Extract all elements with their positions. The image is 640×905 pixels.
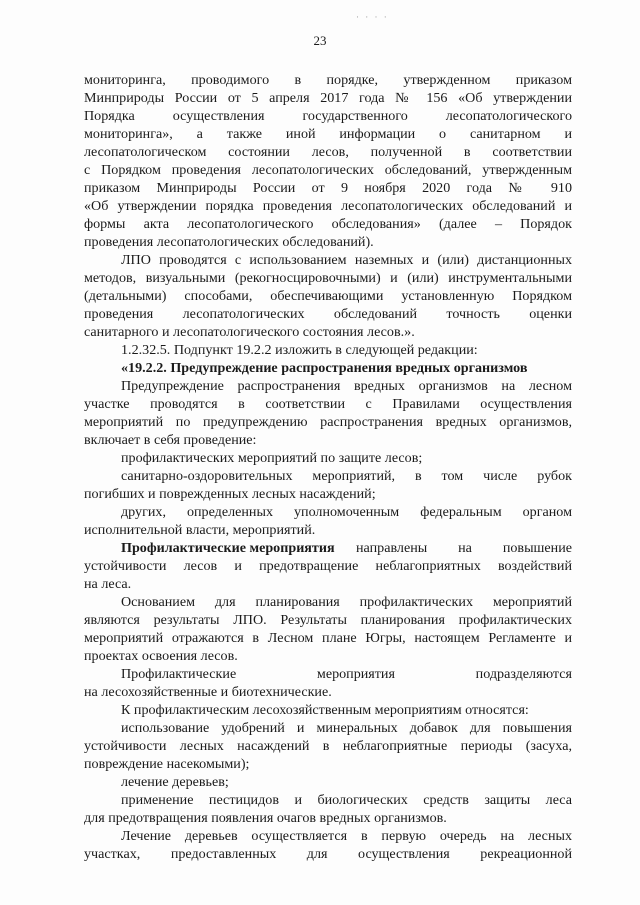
text-line: Предупреждение распространения вредных организмов на лесном bbox=[121, 378, 572, 394]
text-line: мероприятий отражаются в Лесном плане Югры, настоящем Регламенте и bbox=[84, 630, 572, 646]
text-line: методов, визуальными (рекогносцировочными) и (или) инструментальными bbox=[84, 270, 572, 286]
text-line: Профилактические мероприятия подразделяются bbox=[121, 666, 572, 682]
text-line: исполнительной власти, мероприятий. bbox=[84, 522, 316, 538]
text-line: повреждение насекомыми); bbox=[84, 756, 250, 772]
text-line: приказом Минприроды России от 9 ноября 2020 года № 910 bbox=[84, 180, 572, 196]
text-line: направлены на повышение bbox=[356, 540, 572, 556]
text-line: формы акта лесопатологического обследования» (далее – Порядок bbox=[84, 216, 572, 232]
page-number: 23 bbox=[313, 33, 327, 48]
text-line: Минприроды России от 5 апреля 2017 года № 156 «Об утверждении bbox=[84, 90, 572, 106]
text-line: мероприятий по предупреждению распространения вредных организмов, bbox=[84, 414, 572, 430]
text-line: санитарного и лесопатологического состояния лесов.». bbox=[84, 324, 415, 340]
text-line: лесопатологическом состоянии лесов, полученной в соответствии bbox=[84, 144, 572, 160]
text-line: проведения лесопатологических обследований). bbox=[84, 234, 374, 250]
scan-marks: · · · · bbox=[356, 12, 389, 22]
text-line: на лесохозяйственные и биотехнические. bbox=[84, 684, 332, 700]
text-line: включает в себя проведение: bbox=[84, 432, 257, 448]
text-line: на леса. bbox=[84, 576, 132, 592]
text-line: устойчивости лесов и предотвращение неблагоприятных воздействий bbox=[84, 558, 572, 574]
text-line: Лечение деревьев осуществляется в первую очередь на лесных bbox=[121, 828, 572, 844]
text-line: проектах освоения лесов. bbox=[84, 648, 238, 664]
text-line: мониторинга», а также иной информации о санитарном и bbox=[84, 126, 572, 142]
text-line: профилактических мероприятий по защите лесов; bbox=[121, 450, 423, 466]
text-line: Основанием для планирования профилактических мероприятий bbox=[121, 594, 572, 610]
text-line: «Об утверждении порядка проведения лесопатологических обследований и bbox=[84, 198, 572, 214]
text-line: санитарно-оздоровительных мероприятий, в том числе рубок bbox=[121, 468, 572, 484]
section-heading: «19.2.2. Предупреждение распространения вредных организмов bbox=[121, 360, 528, 376]
text-line: являются результаты ЛПО. Результаты планирования профилактических bbox=[84, 612, 572, 628]
text-line: для предотвращения появления очагов вредных организмов. bbox=[84, 810, 447, 826]
text-line: лечение деревьев; bbox=[121, 774, 229, 790]
text-line: мониторинга, проводимого в порядке, утвержденном приказом bbox=[84, 72, 572, 88]
text-line: участках, предоставленных для осуществления рекреационной bbox=[84, 846, 572, 862]
text-line: погибших и поврежденных лесных насаждений; bbox=[84, 486, 376, 502]
text-line: других, определенных уполномоченным федеральным органом bbox=[121, 504, 572, 520]
text-line: ЛПО проводятся с использованием наземных и (или) дистанционных bbox=[121, 252, 572, 268]
bold-lead-text: Профилактические мероприятия bbox=[121, 540, 335, 556]
text-line: применение пестицидов и биологических средств защиты леса bbox=[121, 792, 572, 808]
text-line: устойчивости лесных насаждений в неблагоприятные периоды (засуха, bbox=[84, 738, 572, 754]
text-line: с Порядком проведения лесопатологических обследований, утвержденным bbox=[84, 162, 572, 178]
text-line: участке проводятся в соответствии с Правилами осуществления bbox=[84, 396, 572, 412]
text-line: (детальными) способами, обеспечивающими установленную Порядком bbox=[84, 288, 572, 304]
text-line: К профилактическим лесохозяйственным мероприятиям относятся: bbox=[121, 702, 529, 718]
bold-lead bbox=[121, 539, 351, 557]
text-line: 1.2.32.5. Подпункт 19.2.2 изложить в следующей редакции: bbox=[121, 342, 478, 358]
text-line: проведения лесопатологических обследований точность оценки bbox=[84, 306, 572, 322]
text-line: использование удобрений и минеральных добавок для повышения bbox=[121, 720, 572, 736]
text-line: Порядка осуществления государственного лесопатологического bbox=[84, 108, 572, 124]
